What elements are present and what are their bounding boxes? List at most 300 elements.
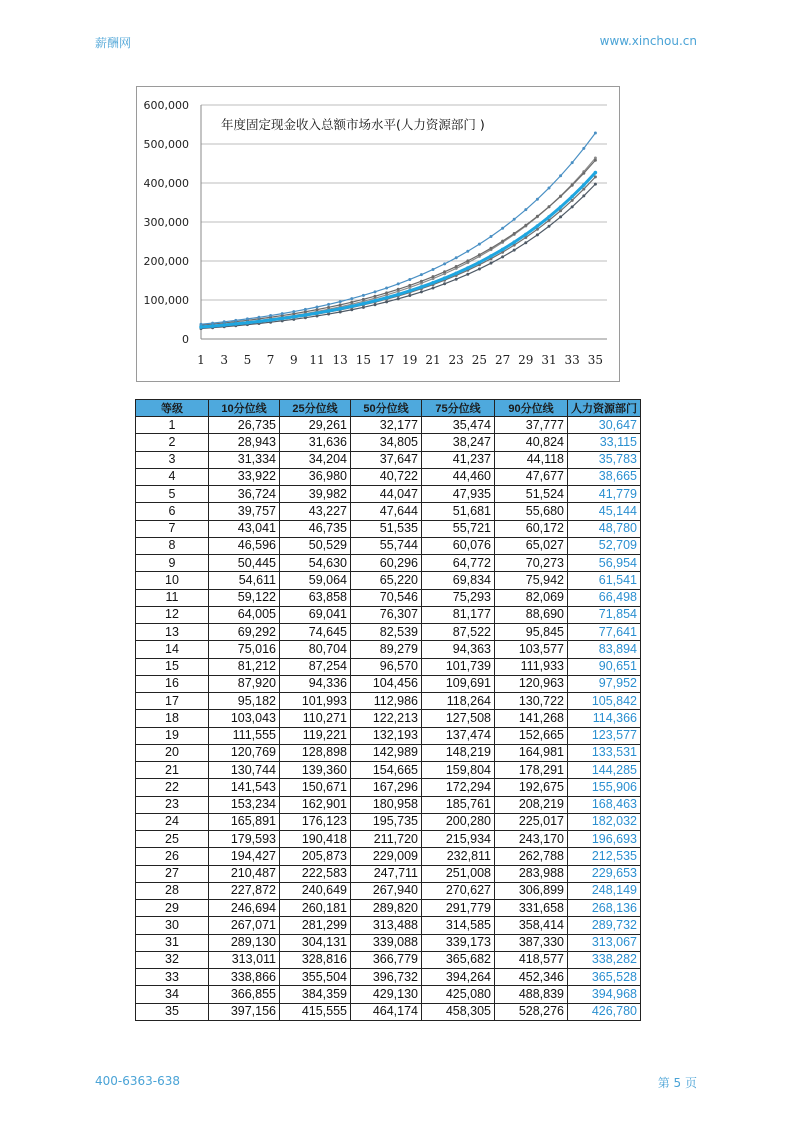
data-point-s1: [501, 255, 504, 258]
data-point-s4: [594, 159, 597, 162]
y-tick-label: 0: [182, 333, 189, 346]
table-cell: 1: [136, 417, 209, 434]
table-cell: 141,268: [495, 710, 568, 727]
data-point-s6: [315, 311, 319, 315]
x-tick-label: 17: [378, 353, 395, 367]
table-cell: 30,647: [568, 417, 641, 434]
data-point-s6: [350, 304, 354, 308]
table-cell: 39,757: [209, 503, 280, 520]
table-cell: 64,772: [422, 555, 495, 572]
table-cell: 208,219: [495, 796, 568, 813]
data-point-s5: [536, 198, 539, 201]
column-header: 90分位线: [495, 400, 568, 417]
table-row: [136, 641, 641, 658]
table-cell: 314,585: [422, 917, 495, 934]
table-cell: 247,711: [351, 865, 422, 882]
column-header: 50分位线: [351, 400, 422, 417]
data-point-s6: [582, 183, 586, 187]
table-cell: 127,508: [422, 710, 495, 727]
table-row: [136, 744, 641, 761]
table-row: [136, 434, 641, 451]
table-cell: 358,414: [495, 917, 568, 934]
table-cell: 26,735: [209, 417, 280, 434]
table-cell: 35: [136, 1003, 209, 1020]
table-cell: 104,456: [351, 675, 422, 692]
table-cell: 130,744: [209, 762, 280, 779]
data-point-s5: [269, 314, 272, 317]
column-header: 25分位线: [280, 400, 351, 417]
table-row: [136, 762, 641, 779]
data-point-s4: [350, 301, 353, 304]
table-cell: 47,644: [351, 503, 422, 520]
table-cell: 29: [136, 900, 209, 917]
table-cell: 225,017: [495, 813, 568, 830]
data-point-s5: [327, 303, 330, 306]
data-point-s4: [548, 205, 551, 208]
table-cell: 2: [136, 434, 209, 451]
table-cell: 212,535: [568, 848, 641, 865]
table-cell: 384,359: [280, 986, 351, 1003]
table-body: [136, 417, 641, 1021]
table-cell: 37,777: [495, 417, 568, 434]
data-point-s4: [582, 172, 585, 175]
table-cell: 528,276: [495, 1003, 568, 1020]
data-point-s6: [501, 248, 505, 252]
table-cell: 10: [136, 572, 209, 589]
table-cell: 103,577: [495, 641, 568, 658]
table-cell: 120,963: [495, 675, 568, 692]
table-cell: 45,144: [568, 503, 641, 520]
table-row: [136, 589, 641, 606]
table-cell: 153,234: [209, 796, 280, 813]
table-cell: 41,237: [422, 451, 495, 468]
data-point-s4: [374, 295, 377, 298]
table-cell: 165,891: [209, 813, 280, 830]
y-tick-label: 400,000: [143, 177, 189, 190]
table-cell: 262,788: [495, 848, 568, 865]
table-cell: 119,221: [280, 727, 351, 744]
table-cell: 105,842: [568, 693, 641, 710]
table-cell: 200,280: [422, 813, 495, 830]
table-cell: 61,541: [568, 572, 641, 589]
data-point-s1: [385, 300, 388, 303]
data-point-s6: [304, 313, 308, 317]
table-cell: 313,011: [209, 951, 280, 968]
table-cell: 31,334: [209, 451, 280, 468]
data-point-s4: [339, 303, 342, 306]
table-cell: 210,487: [209, 865, 280, 882]
table-cell: 44,118: [495, 451, 568, 468]
table-cell: 43,227: [280, 503, 351, 520]
data-point-s6: [211, 324, 215, 328]
table-cell: 82,539: [351, 624, 422, 641]
table-cell: 112,986: [351, 693, 422, 710]
table-cell: 152,665: [495, 727, 568, 744]
table-cell: 5: [136, 486, 209, 503]
data-point-s5: [350, 297, 353, 300]
data-point-s6: [431, 281, 435, 285]
table-cell: 94,336: [280, 675, 351, 692]
data-point-s5: [420, 273, 423, 276]
table-row: [136, 606, 641, 623]
table-cell: 132,193: [351, 727, 422, 744]
table-cell: 289,130: [209, 934, 280, 951]
table-cell: 33,115: [568, 434, 641, 451]
table-cell: 43,041: [209, 520, 280, 537]
data-point-s5: [571, 161, 574, 164]
table-cell: 415,555: [280, 1003, 351, 1020]
table-cell: 328,816: [280, 951, 351, 968]
table-cell: 178,291: [495, 762, 568, 779]
table-cell: 243,170: [495, 831, 568, 848]
table-cell: 41,779: [568, 486, 641, 503]
table-row: [136, 417, 641, 434]
data-point-s5: [292, 310, 295, 313]
table-cell: 32: [136, 951, 209, 968]
website-link[interactable]: www.xinchou.cn: [599, 34, 697, 48]
table-cell: 246,694: [209, 900, 280, 917]
table-cell: 13: [136, 624, 209, 641]
table-cell: 429,130: [351, 986, 422, 1003]
table-cell: 339,173: [422, 934, 495, 951]
table-cell: 291,779: [422, 900, 495, 917]
table-cell: 458,305: [422, 1003, 495, 1020]
table-cell: 194,427: [209, 848, 280, 865]
table-cell: 28: [136, 882, 209, 899]
data-point-s5: [304, 308, 307, 311]
table-cell: 97,952: [568, 675, 641, 692]
table-row: [136, 969, 641, 986]
data-point-s6: [420, 285, 424, 289]
table-row: [136, 658, 641, 675]
data-point-s5: [582, 147, 585, 150]
data-point-s6: [454, 271, 458, 275]
table-cell: 20: [136, 744, 209, 761]
table-row: [136, 882, 641, 899]
table-cell: 36,980: [280, 468, 351, 485]
data-point-s5: [594, 131, 597, 134]
data-point-s4: [420, 280, 423, 283]
table-cell: 95,845: [495, 624, 568, 641]
table-cell: 144,285: [568, 762, 641, 779]
table-cell: 260,181: [280, 900, 351, 917]
table-cell: 88,690: [495, 606, 568, 623]
table-cell: 33: [136, 969, 209, 986]
table-cell: 396,732: [351, 969, 422, 986]
table-cell: 313,488: [351, 917, 422, 934]
data-point-s4: [316, 308, 319, 311]
data-point-s5: [432, 268, 435, 271]
table-cell: 139,360: [280, 762, 351, 779]
table-cell: 154,665: [351, 762, 422, 779]
table-cell: 9: [136, 555, 209, 572]
table-cell: 339,088: [351, 934, 422, 951]
data-point-s1: [432, 287, 435, 290]
table-cell: 38,247: [422, 434, 495, 451]
table-row: [136, 951, 641, 968]
table-cell: 55,744: [351, 537, 422, 554]
data-point-s1: [408, 294, 411, 297]
table-row: [136, 468, 641, 485]
table-cell: 40,722: [351, 468, 422, 485]
table-cell: 59,064: [280, 572, 351, 589]
data-point-s6: [327, 309, 331, 313]
table-row: [136, 813, 641, 830]
table-cell: 229,009: [351, 848, 422, 865]
table-cell: 155,906: [568, 779, 641, 796]
table-cell: 54,630: [280, 555, 351, 572]
table-cell: 267,071: [209, 917, 280, 934]
table-row: [136, 520, 641, 537]
table-cell: 331,658: [495, 900, 568, 917]
table-cell: 81,212: [209, 658, 280, 675]
data-point-s1: [478, 267, 481, 270]
table-cell: 418,577: [495, 951, 568, 968]
table-row: [136, 865, 641, 882]
table-cell: 464,174: [351, 1003, 422, 1020]
table-cell: 75,942: [495, 572, 568, 589]
x-tick-label: 33: [564, 353, 580, 367]
table-cell: 75,293: [422, 589, 495, 606]
data-point-s5: [443, 262, 446, 265]
table-cell: 23: [136, 796, 209, 813]
table-cell: 365,682: [422, 951, 495, 968]
table-row: [136, 537, 641, 554]
table-cell: 87,254: [280, 658, 351, 675]
table-cell: 25: [136, 831, 209, 848]
table-cell: 55,680: [495, 503, 568, 520]
table-cell: 289,820: [351, 900, 422, 917]
table-cell: 15: [136, 658, 209, 675]
data-point-s6: [478, 260, 482, 264]
data-point-s1: [397, 297, 400, 300]
table-cell: 101,739: [422, 658, 495, 675]
table-cell: 69,292: [209, 624, 280, 641]
table-cell: 82,069: [495, 589, 568, 606]
data-point-s4: [362, 298, 365, 301]
table-cell: 31: [136, 934, 209, 951]
table-cell: 17: [136, 693, 209, 710]
data-point-s5: [223, 320, 226, 323]
data-point-s6: [489, 254, 493, 258]
table-cell: 118,264: [422, 693, 495, 710]
data-point-s6: [338, 307, 342, 311]
table-cell: 8: [136, 537, 209, 554]
data-point-s4: [501, 240, 504, 243]
data-point-s1: [536, 233, 539, 236]
column-header: 10分位线: [209, 400, 280, 417]
table-cell: 29,261: [280, 417, 351, 434]
table-cell: 313,067: [568, 934, 641, 951]
table-cell: 46,596: [209, 537, 280, 554]
data-point-s5: [548, 186, 551, 189]
table-cell: 137,474: [422, 727, 495, 744]
table-row: [136, 451, 641, 468]
table-cell: 7: [136, 520, 209, 537]
table-cell: 222,583: [280, 865, 351, 882]
table-cell: 12: [136, 606, 209, 623]
data-point-s6: [570, 195, 574, 199]
table-cell: 83,894: [568, 641, 641, 658]
data-point-s1: [455, 278, 458, 281]
table-cell: 51,535: [351, 520, 422, 537]
table-cell: 44,460: [422, 468, 495, 485]
table-cell: 355,504: [280, 969, 351, 986]
table-cell: 114,366: [568, 710, 641, 727]
table-cell: 96,570: [351, 658, 422, 675]
data-point-s6: [246, 321, 250, 325]
data-point-s5: [362, 294, 365, 297]
table-cell: 40,824: [495, 434, 568, 451]
table-cell: 87,920: [209, 675, 280, 692]
table-cell: 103,043: [209, 710, 280, 727]
table-row: [136, 917, 641, 934]
data-point-s5: [234, 319, 237, 322]
data-point-s4: [490, 247, 493, 250]
table-row: [136, 693, 641, 710]
table-cell: 46,735: [280, 520, 351, 537]
data-point-s5: [490, 235, 493, 238]
y-tick-label: 300,000: [143, 216, 189, 229]
x-tick-label: 19: [402, 353, 418, 367]
table-row: [136, 1003, 641, 1020]
y-tick-label: 500,000: [143, 138, 189, 151]
data-point-s6: [222, 323, 226, 327]
data-point-s6: [594, 171, 598, 175]
table-row: [136, 934, 641, 951]
data-point-s6: [373, 299, 377, 303]
table-cell: 148,219: [422, 744, 495, 761]
data-point-s6: [512, 240, 516, 244]
table-cell: 3: [136, 451, 209, 468]
x-tick-label: 9: [289, 353, 298, 367]
table-cell: 338,866: [209, 969, 280, 986]
data-point-s4: [432, 275, 435, 278]
column-header: 等级: [136, 400, 209, 417]
table-cell: 283,988: [495, 865, 568, 882]
table-cell: 63,858: [280, 589, 351, 606]
table-row: [136, 986, 641, 1003]
data-point-s5: [466, 250, 469, 253]
table-cell: 172,294: [422, 779, 495, 796]
table-cell: 30: [136, 917, 209, 934]
data-point-s5: [281, 312, 284, 315]
table-cell: 120,769: [209, 744, 280, 761]
data-point-s6: [536, 224, 540, 228]
data-point-s4: [455, 265, 458, 268]
table-cell: 196,693: [568, 831, 641, 848]
table-cell: 33,922: [209, 468, 280, 485]
data-point-s5: [211, 322, 214, 325]
table-row: [136, 900, 641, 917]
table-cell: 167,296: [351, 779, 422, 796]
table-cell: 80,704: [280, 641, 351, 658]
table-row: [136, 710, 641, 727]
table-cell: 162,901: [280, 796, 351, 813]
table-cell: 94,363: [422, 641, 495, 658]
data-point-s6: [292, 315, 296, 319]
data-point-s4: [397, 288, 400, 291]
table-cell: 111,555: [209, 727, 280, 744]
data-point-s5: [246, 317, 249, 320]
table-row: [136, 675, 641, 692]
table-cell: 47,935: [422, 486, 495, 503]
table-cell: 205,873: [280, 848, 351, 865]
table-cell: 394,264: [422, 969, 495, 986]
table-cell: 397,156: [209, 1003, 280, 1020]
table-cell: 70,546: [351, 589, 422, 606]
data-point-s5: [524, 208, 527, 211]
data-point-s1: [513, 249, 516, 252]
data-point-s1: [582, 194, 585, 197]
table-cell: 54,611: [209, 572, 280, 589]
data-point-s5: [501, 227, 504, 230]
data-point-s5: [478, 243, 481, 246]
x-tick-label: 11: [309, 353, 325, 367]
table-cell: 65,220: [351, 572, 422, 589]
data-point-s1: [420, 290, 423, 293]
x-tick-label: 29: [518, 353, 534, 367]
table-cell: 227,872: [209, 882, 280, 899]
table-cell: 229,653: [568, 865, 641, 882]
table-cell: 74,645: [280, 624, 351, 641]
data-point-s6: [234, 322, 238, 326]
data-point-s6: [547, 215, 551, 219]
data-point-s5: [374, 290, 377, 293]
data-point-s1: [571, 205, 574, 208]
table-cell: 32,177: [351, 417, 422, 434]
data-point-s4: [466, 259, 469, 262]
table-cell: 240,649: [280, 882, 351, 899]
table-cell: 71,854: [568, 606, 641, 623]
table-cell: 425,080: [422, 986, 495, 1003]
table-row: [136, 572, 641, 589]
table-cell: 101,993: [280, 693, 351, 710]
table-row: [136, 848, 641, 865]
data-point-s6: [362, 302, 366, 306]
table-cell: 4: [136, 468, 209, 485]
table-cell: 60,296: [351, 555, 422, 572]
table-cell: 34: [136, 986, 209, 1003]
footer-phone: 400-6363-638: [95, 1074, 181, 1088]
data-point-s4: [536, 215, 539, 218]
table-cell: 36,724: [209, 486, 280, 503]
table-cell: 50,445: [209, 555, 280, 572]
data-point-s6: [559, 205, 563, 209]
table-cell: 65,027: [495, 537, 568, 554]
table-cell: 56,954: [568, 555, 641, 572]
table-cell: 19: [136, 727, 209, 744]
data-point-s1: [559, 215, 562, 218]
table-cell: 14: [136, 641, 209, 658]
table-cell: 366,779: [351, 951, 422, 968]
table-cell: 268,136: [568, 900, 641, 917]
data-point-s6: [269, 318, 273, 322]
table-cell: 75,016: [209, 641, 280, 658]
data-point-s1: [466, 273, 469, 276]
table-row: [136, 555, 641, 572]
column-header: 75分位线: [422, 400, 495, 417]
table-cell: 180,958: [351, 796, 422, 813]
table-cell: 70,273: [495, 555, 568, 572]
table-cell: 87,522: [422, 624, 495, 641]
chart-title: 年度固定现金收入总额市场水平(人力资源部门 ): [221, 117, 485, 132]
table-cell: 248,149: [568, 882, 641, 899]
table-row: [136, 624, 641, 641]
data-point-s1: [490, 262, 493, 265]
data-point-s1: [524, 241, 527, 244]
table-cell: 31,636: [280, 434, 351, 451]
